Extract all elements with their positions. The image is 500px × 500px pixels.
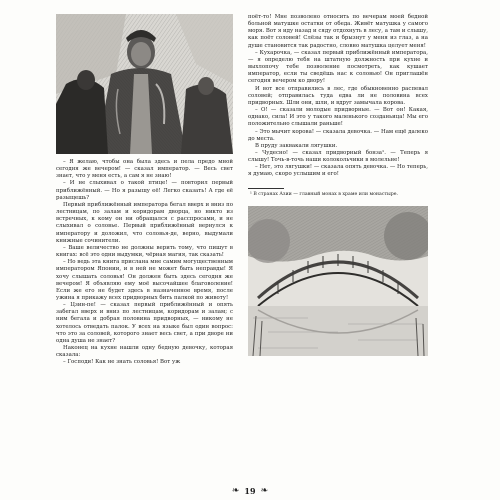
right-column — [248, 14, 428, 356]
bridge-illustration — [248, 206, 428, 356]
paragraph: В пруду заквакали лягушки. — [255, 142, 338, 149]
paragraph: поёт-то! Мне позволено относить по вечерам моей бедной больной матушке остатки от обеда. Живёт матушка у самого моря. Вот я иду назад и сяду отдохнуть в лесу, а там и слышу, как поёт соловей! Слёзы так и брызнут у меня из глаз, а на душе становится так радостно, словно матушка целует меня! — [248, 14, 428, 49]
paragraph: – Но ведь эта книга прислана мне самим могущественным императором Японии, и в ней не может быть неправды! Я хочу слышать соловья! Он должен быть здесь сегодня же вечером! Я объявляю ему моё высочайшее благоволение! Если же его не будет здесь в назначенное время, после ужина я прикажу всех придворных бить палкой по животу! — [56, 259, 233, 301]
page-number: 19 — [244, 486, 256, 496]
ornament-right-icon: ❧ — [260, 486, 269, 496]
paragraph: – Господи! Как не знать соловья! Вот уж — [63, 359, 181, 366]
paragraph: – Я желаю, чтобы она была здесь и пела предо мной сегодня же вечером! — сказал император. — Весь свет знает, что у меня есть, а сам я не знаю! — [56, 159, 233, 180]
paragraph: И вот все отправились в лес, где обыкновенно распевал соловей; отправилась туда едва ли не половина всех придворных. Шли они, шли, и вдруг замычала корова. — [248, 85, 428, 106]
ornament-left-icon: ❧ — [231, 486, 240, 496]
emperor-illustration — [56, 14, 233, 154]
paragraph: – Это мычит корова! — сказала девочка. — Нам ещё далеко до места. — [248, 128, 428, 142]
footnote: ¹ В странах Азии — главный монах в храме или монастыре. — [250, 191, 399, 197]
paragraph: – И не слыхивал о такой птице! — повторил первый приближённый. — Но я разыщу её! Легко сказать! А где её разыщешь? — [56, 180, 233, 201]
left-column-text — [56, 159, 233, 367]
bridge-illustration-drawing — [248, 206, 428, 356]
paragraph: – Чудесно! — сказал придворный бонза¹. — Теперь я слышу! Точь-в-точь наши колокольчики в молельне! — [248, 149, 428, 164]
right-column-text — [248, 14, 428, 179]
paragraph: – Кухарочка, — сказал первый приближённый императора, — я определю тебя на штатную должность при кухне и выхлопочу тебе позволение посмотреть, как кушает император, если ты сведёшь нас к соловью! Он приглашён сегодня вечером ко двору! — [248, 49, 428, 85]
paragraph: Первый приближённый императора бегал вверх и вниз по лестницам, по залам и коридорам дворца, но никто из встречных, к кому он ни обращался с расспросами, и не слыхивал о соловье. Первый приближённый вернулся к императору и доложил, что соловья-де, верно, выдумали книжные сочинители. — [56, 201, 233, 244]
page-footer — [0, 486, 500, 496]
paragraph: – Нет, это лягушки! — сказала опять девочка. — Но теперь, я думаю, скоро услышим и его! — [248, 164, 428, 178]
footnote-divider — [248, 188, 284, 189]
emperor-illustration-drawing — [56, 14, 233, 154]
left-column — [56, 14, 233, 367]
paragraph: – Ваше величество не должны верить тому, что пишут в книгах: всё это одни выдумки, чёрная магия, так сказать! — [56, 244, 233, 259]
paragraph: Наконец на кухне нашли одну бедную девочку, которая сказала: — [56, 345, 233, 359]
paragraph: – О! — сказали молодые придворные. — Вот он! Какая, однако, сила! И это у такого маленького созданьица! Мы его положительно слышали раньше! — [248, 107, 428, 128]
paragraph: – Цзин-пе! — сказал первый приближённый и опять забегал вверх и вниз по лестницам, коридорам и залам; с ним бегала и добрая половина придворных, — никому не хотелось отведать палок. У всех на языке был один вопрос: что это за соловей, которого знает весь свет, а при дворе ни одна душа не знает? — [56, 302, 233, 344]
